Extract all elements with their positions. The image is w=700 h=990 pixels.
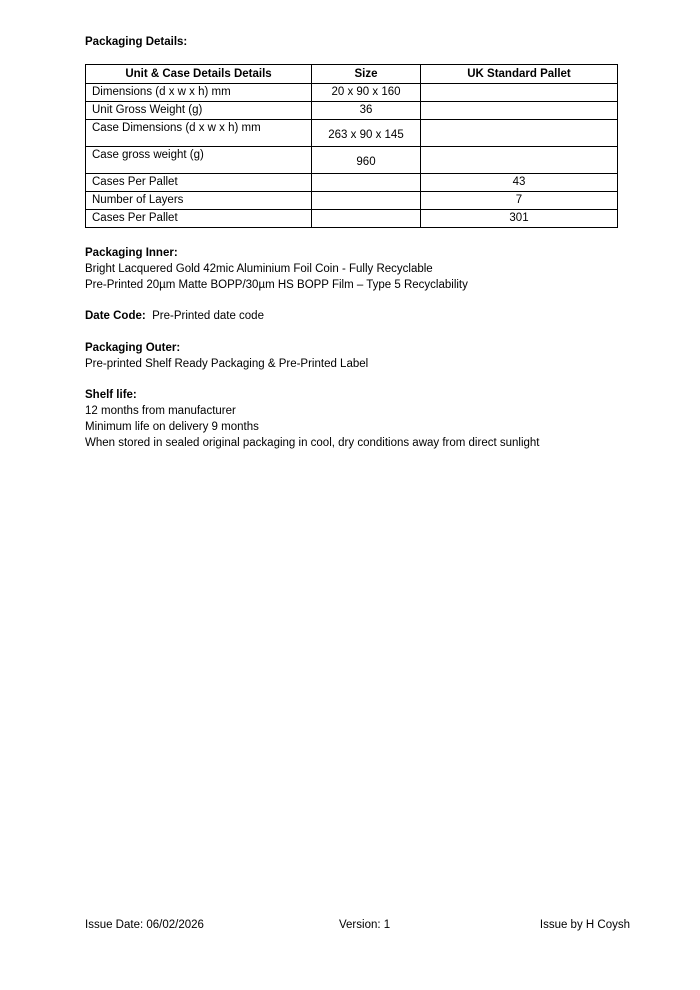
table-row <box>86 192 618 210</box>
footer-version: Version: 1 <box>339 919 391 931</box>
table-cell: Case gross weight (g) <box>86 147 312 174</box>
page-heading: Packaging Details: <box>85 36 188 48</box>
packaging-inner-section <box>85 245 645 293</box>
table-cell <box>421 84 618 102</box>
table-cell <box>421 102 618 120</box>
table-header-details: Unit & Case Details Details <box>86 65 312 84</box>
table-cell: 301 <box>421 210 618 228</box>
table-cell: 36 <box>312 102 421 120</box>
packaging-outer-section <box>85 340 645 372</box>
date-code-value: Pre-Printed date code <box>152 310 264 322</box>
packaging-outer-line: Pre-printed Shelf Ready Packaging & Pre-Printed Label <box>85 358 369 370</box>
table-header-size: Size <box>312 65 421 84</box>
table-cell: 263 x 90 x 145 <box>312 120 421 147</box>
shelf-life-line: 12 months from manufacturer <box>85 405 236 417</box>
date-code-title: Date Code: <box>85 310 146 322</box>
table-cell: 7 <box>421 192 618 210</box>
table-cell: 20 x 90 x 160 <box>312 84 421 102</box>
table-row <box>86 174 618 192</box>
table-row <box>86 120 618 147</box>
packaging-inner-line: Bright Lacquered Gold 42mic Aluminium Foil Coin - Fully Recyclable <box>85 263 433 275</box>
packaging-inner-line: Pre-Printed 20µm Matte BOPP/30µm HS BOPP Film – Type 5 Recyclability <box>85 279 468 291</box>
shelf-life-title: Shelf life: <box>85 389 137 401</box>
table-cell <box>421 120 618 147</box>
footer-issue-date: Issue Date: 06/02/2026 <box>85 919 204 931</box>
shelf-life-section <box>85 387 645 451</box>
table-cell <box>312 174 421 192</box>
table-header-row <box>86 65 618 84</box>
packaging-outer-title: Packaging Outer: <box>85 342 181 354</box>
table-cell: 43 <box>421 174 618 192</box>
table-cell <box>421 147 618 174</box>
footer-issued-by: Issue by H Coysh <box>539 919 630 931</box>
table-cell <box>312 192 421 210</box>
packaging-inner-title: Packaging Inner: <box>85 247 178 259</box>
packaging-details-table <box>85 64 618 228</box>
table-cell: Number of Layers <box>86 192 312 210</box>
table-cell: Cases Per Pallet <box>86 174 312 192</box>
table-cell: 960 <box>312 147 421 174</box>
table-cell: Unit Gross Weight (g) <box>86 102 312 120</box>
table-cell: Case Dimensions (d x w x h) mm <box>86 120 312 147</box>
shelf-life-line: When stored in sealed original packaging in cool, dry conditions away from direct sunlight <box>85 437 540 449</box>
table-row <box>86 210 618 228</box>
table-cell <box>312 210 421 228</box>
table-row <box>86 102 618 120</box>
table-cell: Cases Per Pallet <box>86 210 312 228</box>
table-header-pallet: UK Standard Pallet <box>421 65 618 84</box>
table-row <box>86 147 618 174</box>
table-cell: Dimensions (d x w x h) mm <box>86 84 312 102</box>
shelf-life-line: Minimum life on delivery 9 months <box>85 421 259 433</box>
date-code-section <box>85 308 645 324</box>
page-footer <box>85 919 630 935</box>
table-row <box>86 84 618 102</box>
